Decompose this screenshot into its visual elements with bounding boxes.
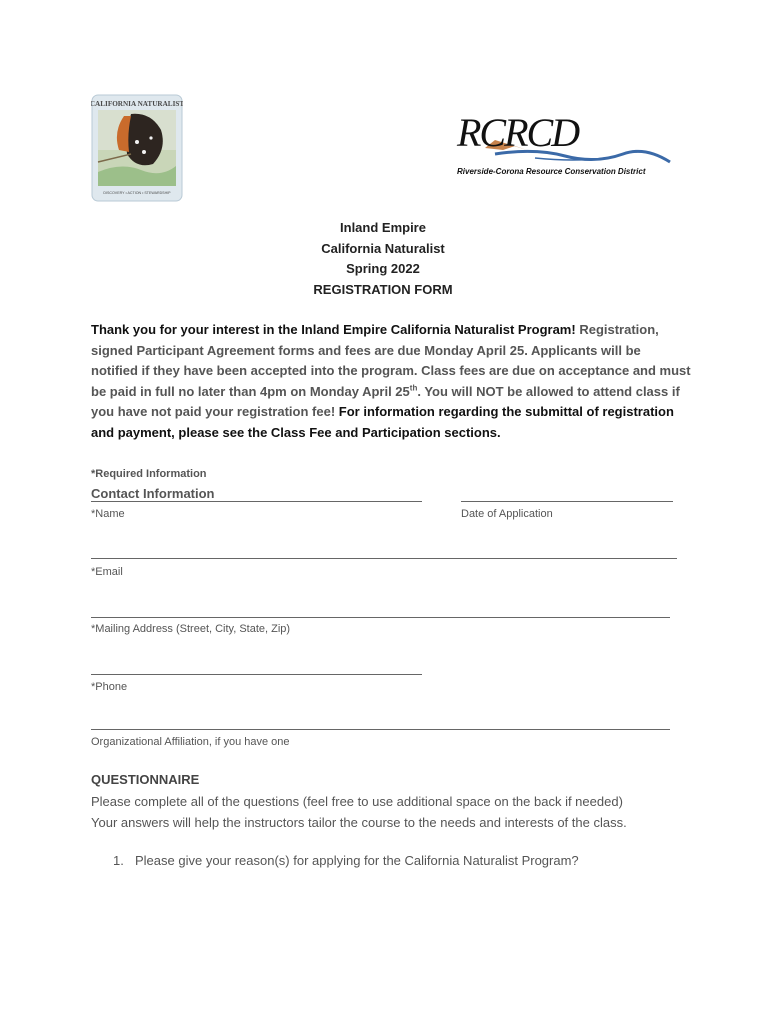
email-label: *Email [91, 566, 123, 578]
address-field-line[interactable] [91, 617, 670, 618]
questionnaire-instructions [91, 792, 627, 833]
logo-tagline-text: DISCOVERY • ACTION • STEWARDSHIP [103, 191, 171, 195]
affiliation-label: Organizational Affiliation, if you have one [91, 736, 290, 748]
date-field-line[interactable] [461, 501, 673, 502]
affiliation-field-line[interactable] [91, 729, 670, 730]
heading-region: Inland Empire [340, 220, 426, 235]
form-heading [0, 218, 766, 300]
question-1-number: 1. [113, 853, 124, 868]
questionnaire-line-2: Your answers will help the instructors tailor the course to the needs and interests of the class. [91, 814, 627, 830]
date-label: Date of Application [461, 508, 553, 520]
intro-paragraph [91, 320, 691, 444]
intro-deadline-text: Registration, signed Participant Agreement forms and fees are due Monday April 25. Applicants will be notified if they have been accepted into the program. Class fees are due on acceptance and must be paid in full no later than 4pm on Monday April 25 [91, 322, 691, 399]
questionnaire-line-1: Please complete all of the questions (feel free to use additional space on the back if needed) [91, 794, 623, 809]
rcrcd-full-name: Riverside-Corona Resource Conservation District [457, 167, 646, 176]
phone-label: *Phone [91, 681, 128, 693]
name-label: *Name [91, 508, 125, 520]
intro-superscript: th [409, 383, 418, 393]
required-note: *Required Information [91, 468, 207, 480]
logo-title-text: CALIFORNIA NATURALIST [91, 100, 183, 108]
name-field-line[interactable] [91, 501, 422, 502]
phone-field-line[interactable] [91, 674, 422, 675]
california-naturalist-logo [91, 94, 183, 202]
intro-thanks: Thank you for your interest in the Inland Empire California Naturalist Program! [91, 322, 576, 337]
address-label: *Mailing Address (Street, City, State, Zip) [91, 623, 291, 635]
intro-warning-text: . You will NOT be allowed to attend class if you have not paid your registration fee! [91, 383, 680, 420]
heading-program: California Naturalist [321, 240, 445, 256]
rcrcd-logo [455, 100, 677, 180]
question-1 [113, 853, 579, 868]
heading-form-title: REGISTRATION FORM [313, 281, 453, 297]
questionnaire-title: QUESTIONNAIRE [91, 772, 200, 787]
question-1-text: Please give your reason(s) for applying for the California Naturalist Program? [135, 853, 579, 868]
rcrcd-text: RCRCD [457, 110, 579, 155]
email-field-line[interactable] [91, 558, 677, 559]
heading-term: Spring 2022 [346, 261, 420, 276]
contact-heading: Contact Information [91, 486, 215, 501]
intro-more-info: For information regarding the submittal of registration and payment, please see the Class Fee and Participation sections. [91, 404, 674, 440]
